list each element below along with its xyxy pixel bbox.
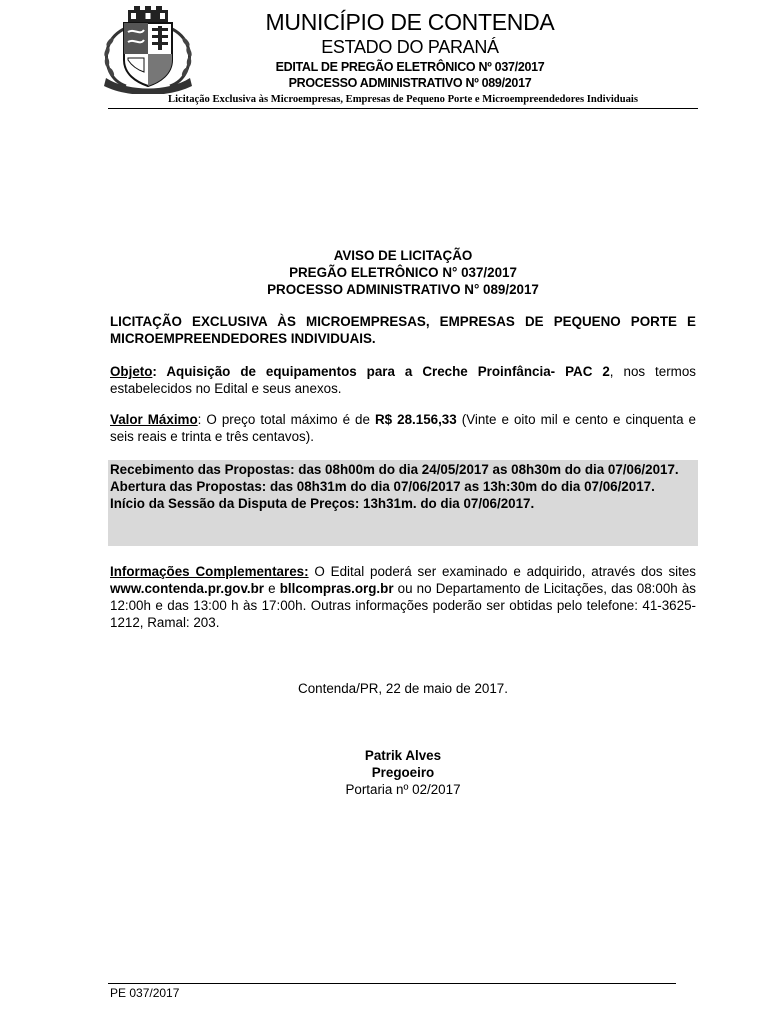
informacoes-text-3: ou no Departamento de Licitações, das 08:00h às 12:00h e das 13:00 h às 17:00h. Outras informações poderão ser obtidas pelo telefone: 41-3625-1212, Ramal: 203. [110,581,696,630]
aviso-processo: PROCESSO ADMINISTRATIVO N° 089/2017 [267,282,539,297]
licitacao-exclusiva-notice: LICITAÇÃO EXCLUSIVA ÀS MICROEMPRESAS, EMPRESAS DE PEQUENO PORTE E MICROEMPREENDEDORES INDIVIDUAIS. [110,314,696,346]
header-estado: ESTADO DO PARANÁ [321,37,499,57]
aviso-title-block [110,247,696,298]
abertura-propostas: Abertura das Propostas: das 08h31m do dia 07/06/2017 as 13h:30m do dia 07/06/2017. [110,479,655,494]
header-subtitle: Licitação Exclusiva às Microempresas, Empresas de Pequeno Porte e Microempreendedores Individuais [168,94,638,105]
footer-divider [108,983,676,984]
objeto-paragraph [110,363,696,397]
date-and-place: Contenda/PR, 22 de maio de 2017. [298,681,508,696]
signer-portaria: Portaria nº 02/2017 [345,782,461,797]
valor-text-after: (Vinte e oito mil e cento e cinquenta e seis reais e trinta e três centavos). [110,412,696,444]
municipal-coat-of-arms-icon [98,2,198,94]
valor-maximo-paragraph [110,411,696,445]
informacoes-text-2: e [264,581,280,596]
signer-name: Patrik Alves [364,748,442,763]
aviso-pregao: PREGÃO ELETRÔNICO N° 037/2017 [289,265,517,280]
objeto-colon: : [152,364,157,379]
header-municipio: MUNICÍPIO DE CONTENDA [265,9,555,35]
informacoes-complementares-paragraph [110,563,696,631]
inicio-sessao-disputa: Início da Sessão da Disputa de Preços: 13h31m. do dia 07/06/2017. [110,496,535,511]
valor-label: Valor Máximo [110,412,198,427]
header-processo-number: PROCESSO ADMINISTRATIVO Nº 089/2017 [288,76,532,90]
valor-text-before: : O preço total máximo é de [197,412,375,427]
objeto-rest: , nos termos estabelecidos no Edital e seus anexos. [110,364,696,396]
recebimento-propostas: Recebimento das Propostas: das 08h00m do dia 24/05/2017 as 08h30m do dia 07/06/2017. [110,462,679,477]
signer-role: Pregoeiro [371,765,435,780]
header-edital-number: EDITAL DE PREGÃO ELETRÔNICO Nº 037/2017 [275,60,545,74]
signature-block [110,747,696,798]
footer-reference: PE 037/2017 [110,986,180,1000]
propostas-schedule [110,461,696,512]
header-divider [108,108,698,109]
objeto-description: Aquisição de equipamentos para a Creche Proinfância- PAC 2 [156,364,610,379]
valor-amount: R$ 28.156,33 [374,412,457,427]
aviso-title: AVISO DE LICITAÇÃO [333,248,473,263]
informacoes-label: Informações Complementares: [110,564,309,579]
contenda-site-link[interactable]: www.contenda.pr.gov.br [110,581,265,596]
bllcompras-site-link[interactable]: bllcompras.org.br [279,581,394,596]
objeto-label: Objeto [110,364,153,379]
informacoes-text-1: O Edital poderá ser examinado e adquirido, através dos sites [308,564,697,579]
